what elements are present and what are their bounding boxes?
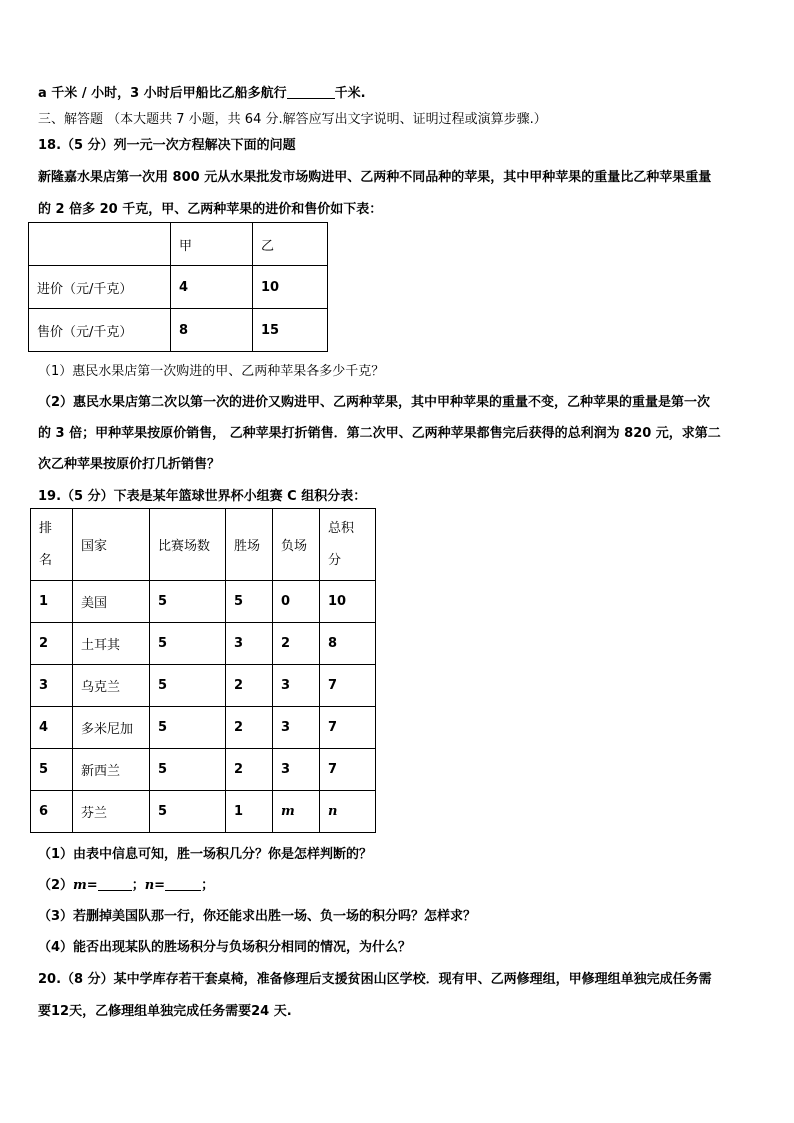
table-cell: 8: [171, 309, 253, 352]
table-cell: 6: [31, 791, 73, 833]
table-cell: 进价（元/千克）: [29, 266, 171, 309]
q19-sub-3: （3）若删掉美国队那一行，你还能求出胜一场、负一场的积分吗？怎样求？: [38, 909, 477, 924]
table-row: [31, 707, 376, 749]
section-title: 三、解答题 （本大题共 7 小题，共 64 分.解答应写出文字说明、证明过程或演算步骤.）: [38, 112, 547, 127]
table-cell: 1: [31, 581, 73, 623]
table-cell: 3: [273, 665, 320, 707]
table-cell: 10: [253, 266, 328, 309]
table-cell: 5: [150, 581, 226, 623]
n-label: n=: [144, 878, 166, 893]
table-cell: 国家: [73, 509, 150, 581]
table-cell: 5: [150, 791, 226, 833]
q20-line-1: 20.（8 分）某中学库存若干套桌椅，准备修理后支援贫困山区学校．现有甲、乙两修理组，甲修理组单独完成任务需: [38, 972, 712, 987]
table-row: [31, 791, 376, 833]
q18-sub-2-line-2: 的 3 倍；甲种苹果按原价销售， 乙种苹果打折销售．第二次甲、乙两种苹果都售完后获得的总利润为 820 元，求第二: [38, 426, 721, 441]
n-answer-blank: [165, 877, 201, 891]
table-cell: 8: [320, 623, 376, 665]
table-row: [29, 266, 328, 309]
table-header-row: [31, 509, 376, 581]
table-cell: [29, 223, 171, 266]
table-cell: n: [320, 791, 376, 833]
table-header-row: [29, 223, 328, 266]
q18-sub-2-line-3: 次乙种苹果按原价打几折销售？: [38, 457, 221, 472]
table-cell: 7: [320, 665, 376, 707]
q18-sub-1: （1）惠民水果店第一次购进的甲、乙两种苹果各多少千克？: [38, 364, 385, 379]
table-cell: 2: [273, 623, 320, 665]
table-cell: 甲: [171, 223, 253, 266]
header-text: 总积: [328, 520, 355, 536]
table-cell: 15: [253, 309, 328, 352]
q19-sub-2-prefix: （2）: [38, 878, 74, 893]
table-cell: 2: [226, 707, 273, 749]
q19-sub-2: [38, 874, 214, 893]
table-cell: 3: [31, 665, 73, 707]
q18-sub-2-line-1: （2）惠民水果店第二次以第一次的进价又购进甲、乙两种苹果，其中甲种苹果的重量不变，乙种苹果的重量是第一次: [38, 395, 711, 410]
table-cell: 5: [150, 749, 226, 791]
table-row: [31, 623, 376, 665]
q18-price-table: [28, 222, 328, 352]
table-row: [31, 581, 376, 623]
intro-text-2: 千米.: [334, 86, 366, 101]
table-cell: 5: [150, 707, 226, 749]
table-cell: m: [273, 791, 320, 833]
table-cell: 土耳其: [73, 623, 150, 665]
table-cell: 1: [226, 791, 273, 833]
table-cell: 3: [273, 749, 320, 791]
table-cell: 多米尼加: [73, 707, 150, 749]
table-row: [31, 665, 376, 707]
table-cell: 4: [171, 266, 253, 309]
table-cell: 7: [320, 749, 376, 791]
answer-blank: [287, 85, 335, 99]
table-cell: 负场: [273, 509, 320, 581]
separator: ；: [131, 878, 145, 893]
table-row: [31, 749, 376, 791]
table-cell: 3: [226, 623, 273, 665]
q19-heading: 19.（5 分）下表是某年篮球世界杯小组赛 C 组积分表：: [38, 489, 367, 504]
table-cell: 5: [226, 581, 273, 623]
intro-line: [38, 82, 366, 101]
table-cell: [320, 509, 376, 581]
table-cell: 比赛场数: [150, 509, 226, 581]
table-cell: 新西兰: [73, 749, 150, 791]
q19-sub-4: （4）能否出现某队的胜场积分与负场积分相同的情况，为什么？: [38, 940, 412, 955]
table-cell: 10: [320, 581, 376, 623]
table-cell: 乌克兰: [73, 665, 150, 707]
table-cell: 芬兰: [73, 791, 150, 833]
q20-line-2: 要12天，乙修理组单独完成任务需要24 天.: [38, 1004, 292, 1019]
header-text: 分: [328, 552, 342, 568]
table-cell: 胜场: [226, 509, 273, 581]
q19-standings-table: [30, 508, 376, 833]
table-cell: 2: [226, 665, 273, 707]
table-cell: 美国: [73, 581, 150, 623]
table-row: [29, 309, 328, 352]
table-cell: [31, 509, 73, 581]
table-cell: 5: [150, 665, 226, 707]
table-cell: 2: [31, 623, 73, 665]
q19-sub-1: （1）由表中信息可知，胜一场积几分？你是怎样判断的？: [38, 847, 373, 862]
table-cell: 4: [31, 707, 73, 749]
table-cell: 2: [226, 749, 273, 791]
table-cell: 3: [273, 707, 320, 749]
end-mark: ；: [201, 878, 215, 893]
table-cell: 0: [273, 581, 320, 623]
header-text: 排: [39, 520, 53, 536]
q18-line-1: 新隆嘉水果店第一次用 800 元从水果批发市场购进甲、乙两种不同品种的苹果，其中甲种苹果的重量比乙种苹果重量: [38, 170, 712, 185]
q18-line-2: 的 2 倍多 20 千克，甲、乙两种苹果的进价和售价如下表：: [38, 202, 383, 217]
table-cell: 5: [31, 749, 73, 791]
q18-heading: 18.（5 分）列一元一次方程解决下面的问题: [38, 138, 296, 153]
table-cell: 7: [320, 707, 376, 749]
intro-text-1: a 千米 / 小时，3 小时后甲船比乙船多航行: [38, 86, 287, 101]
table-cell: 售价（元/千克）: [29, 309, 171, 352]
table-cell: 5: [150, 623, 226, 665]
header-text: 名: [39, 552, 53, 568]
table-cell: 乙: [253, 223, 328, 266]
m-label: m=: [73, 878, 98, 893]
m-answer-blank: [98, 877, 132, 891]
